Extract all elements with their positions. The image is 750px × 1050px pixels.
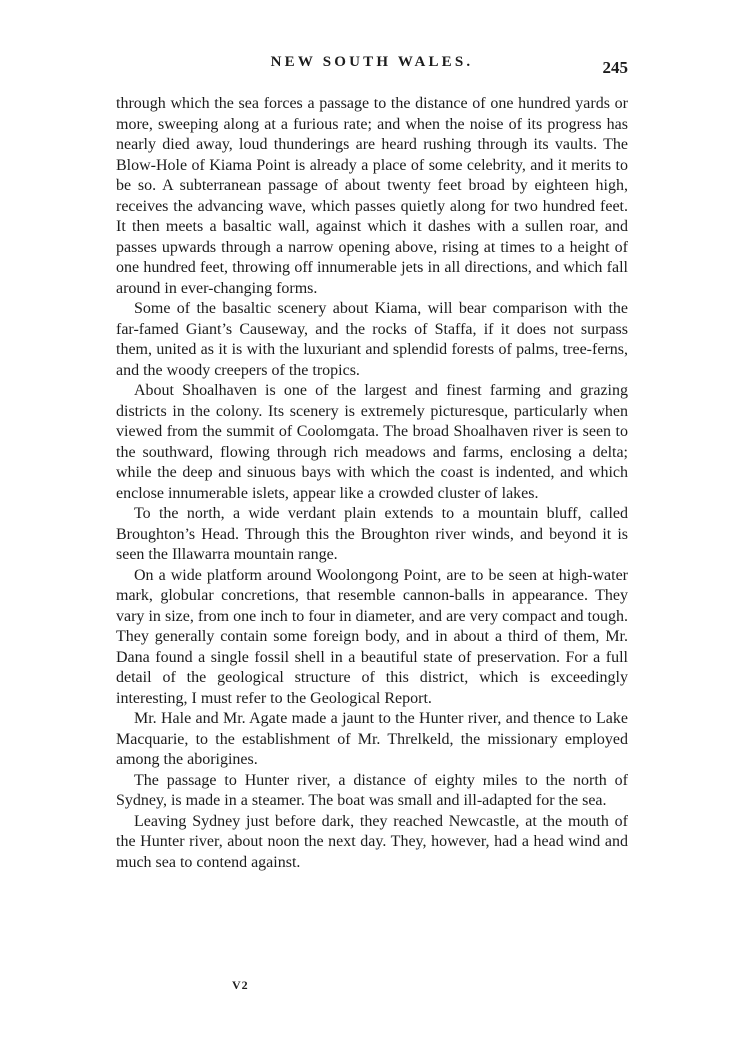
paragraph-broughtons-head: To the north, a wide verdant plain extends to a mountain bluff, called Broughton’s Head. Through this the Broughton river winds, and beyond it is seen the Illawarra mountain range.: [116, 505, 628, 563]
paragraph-hunter-river-jaunt: Mr. Hale and Mr. Agate made a jaunt to the Hunter river, and thence to Lake Macquarie, to the establishment of Mr. Threlkeld, the missionary employed among the aborigines.: [116, 710, 628, 768]
running-head: [116, 54, 628, 78]
paragraph-woolongong-point: On a wide platform around Woolongong Point, are to be seen at high-water mark, globular concretions, that resemble cannon-balls in appearance. They vary in size, from one inch to four in diameter, and are very compact and tough. They generally contain some foreign body, and in about a third of them, Mr. Dana found a single fossil shell in a beautiful state of preservation. For a full detail of the geological structure of this district, which is exceedingly interesting, I must refer to the Geological Report.: [116, 566, 628, 707]
paragraph-basaltic-scenery: Some of the basaltic scenery about Kiama, will bear comparison with the far-famed Giant’s Causeway, and the rocks of Staffa, if it does not surpass them, united as it is with the luxuriant and splendid forests of palms, tree-ferns, and the woody creepers of the tropics.: [116, 300, 628, 379]
signature-mark: V2: [232, 978, 249, 992]
body-text: [116, 94, 628, 873]
paragraph-steamer-passage: The passage to Hunter river, a distance of eighty miles to the north of Sydney, is made in a steamer. The boat was small and ill-adapted for the sea.: [116, 771, 628, 809]
running-title: NEW SOUTH WALES.: [270, 54, 474, 70]
paragraph-shoalhaven: About Shoalhaven is one of the largest and finest farming and grazing districts in the colony. Its scenery is extremely picturesque, particularly when viewed from the summit of Coolomgata. The broad Shoalhaven river is seen to the southward, flowing through rich meadows and farms, enclosing a delta; while the deep and sinuous bays with which the coast is indented, and which enclose innumerable islets, appear like a crowded cluster of lakes.: [116, 382, 628, 502]
paragraph-blow-hole: through which the sea forces a passage to the distance of one hundred yards or more, sweeping along at a furious rate; and when the noise of its progress has nearly died away, loud thunderings are heard rushing through its vaults. The Blow-Hole of Kiama Point is already a place of some celebrity, and it merits to be so. A subterranean passage of about twenty feet broad by eighteen high, receives the advancing wave, which passes quietly along for two hundred feet. It then meets a basaltic wall, against which it dashes with a sullen roar, and passes upwards through a narrow opening above, rising at times to a height of one hundred feet, throwing off innumerable jets in all directions, and which fall around in ever-changing forms.: [116, 95, 628, 297]
paragraph-leaving-sydney: Leaving Sydney just before dark, they reached Newcastle, at the mouth of the Hunter river, about noon the next day. They, however, had a head wind and much sea to contend against.: [116, 812, 628, 871]
page-number: 245: [602, 58, 628, 77]
